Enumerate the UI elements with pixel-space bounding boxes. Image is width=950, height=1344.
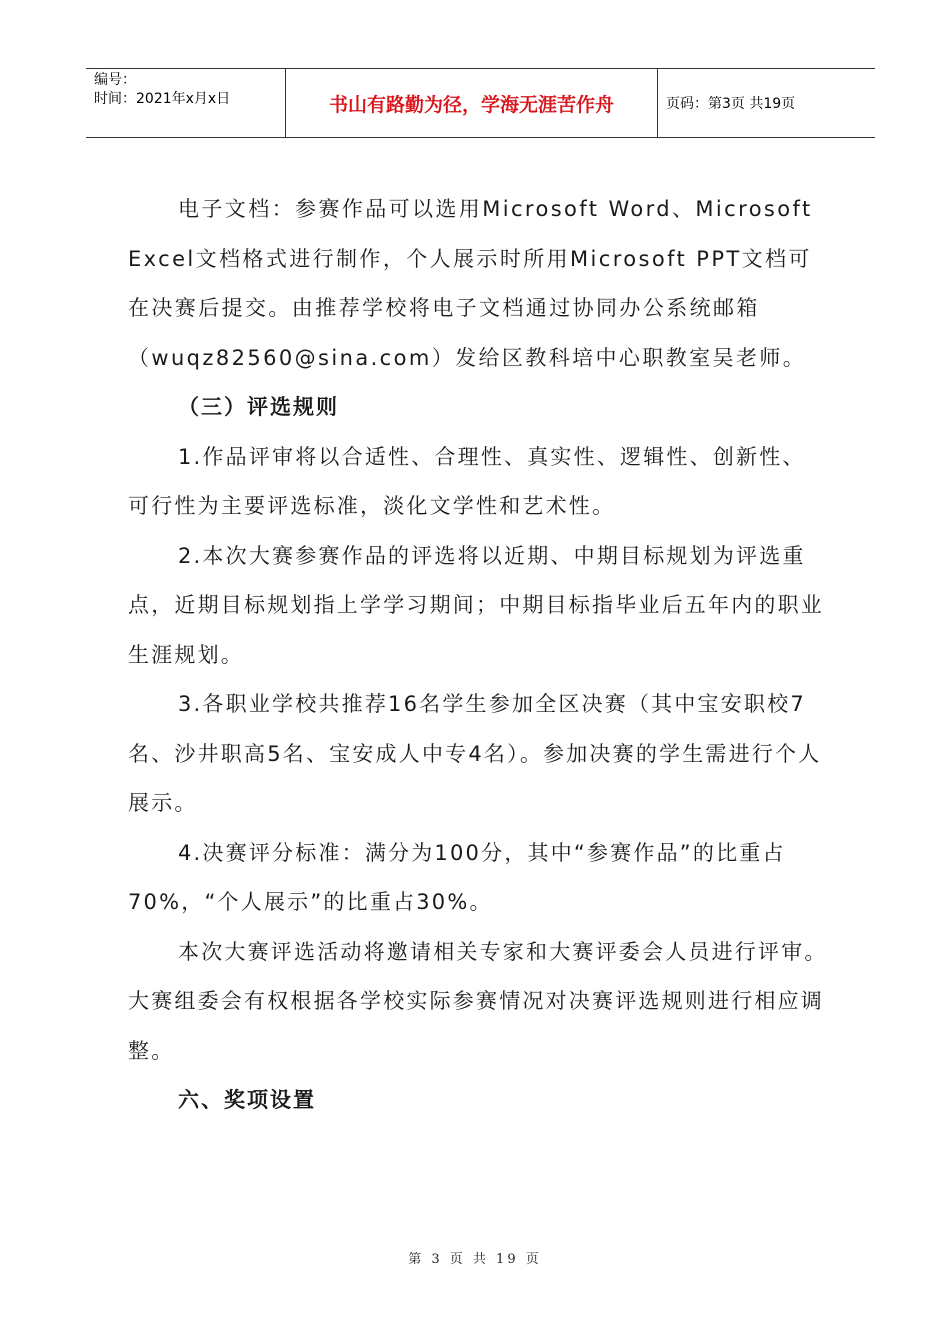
document-date-label: 时间：2021年x月x日 [94,91,231,107]
paragraph-rule-3: 3.各职业学校共推荐16名学生参加全区决赛（其中宝安职校7名、沙井职高5名、宝安成人中专4名）。参加决赛的学生需进行个人展示。 [128,692,822,815]
page-footer: 第 3 页 共 19 页 [408,1252,542,1267]
page-header [86,68,875,138]
paragraph-electronic-document: 电子文档：参赛作品可以选用Microsoft Word、Microsoft Excel文档格式进行制作，个人展示时所用Microsoft PPT文档可在决赛后提交。由推荐学校将电子文档通过协同办公系统邮箱（wuqz82560@sina.com）发给区教科培中心职教室吴老师。 [128,197,813,370]
header-page-info: 页码：第3页 共19页 [666,96,796,112]
paragraph-rule-2: 2.本次大赛参赛作品的评选将以近期、中期目标规划为评选重点，近期目标规划指上学学习期间；中期目标指毕业后五年内的职业生涯规划。 [128,543,824,667]
paragraph-judging-note: 本次大赛评选活动将邀请相关专家和大赛评委会人员进行评审。大赛组委会有权根据各学校实际参赛情况对决赛评选规则进行相应调整。 [128,939,828,1063]
section-heading-evaluation-rules: （三）评选规则 [178,395,339,419]
section-heading-awards: 六、奖项设置 [178,1088,316,1112]
document-body [128,185,828,1126]
header-motto: 书山有路勤为径，学海无涯苦作舟 [286,69,658,137]
document-number-label: 编号： [94,72,136,88]
header-meta [86,69,286,137]
paragraph-rule-4: 4.决赛评分标准：满分为100分，其中“参赛作品”的比重占70%，“个人展示”的比重占30%。 [128,840,786,914]
paragraph-rule-1: 1.作品评审将以合适性、合理性、真实性、逻辑性、创新性、可行性为主要评选标准，淡化文学性和艺术性。 [128,444,806,518]
